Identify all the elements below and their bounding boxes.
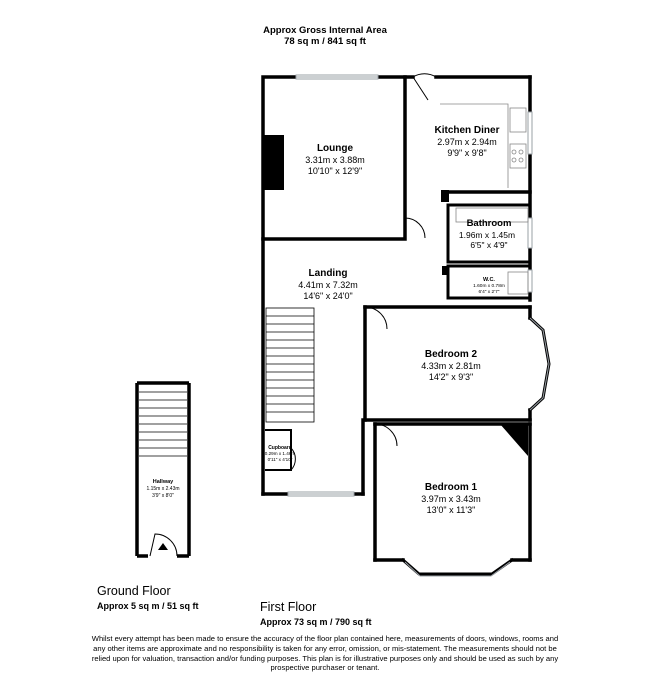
hallway-imperial: 3'9" x 8'0" — [152, 493, 174, 499]
kitchen-metric: 2.97m x 2.94m — [437, 137, 497, 147]
landing-name: Landing — [308, 268, 348, 279]
bathroom-imperial: 6'5" x 4'9" — [470, 240, 508, 250]
kitchen-name: Kitchen Diner — [434, 125, 500, 136]
ground-floor-title: Ground Floor — [97, 584, 171, 598]
ground-floor-stairs — [139, 392, 187, 456]
bedroom1-metric: 3.97m x 3.43m — [421, 494, 481, 504]
room-label-landing — [298, 268, 358, 301]
bedroom1-imperial: 13'0" x 11'3" — [426, 505, 476, 515]
disclaimer-line-2: any other items are approximate and no responsibility is taken for any error, omission, or mis-statement. The measurements should not be — [93, 643, 557, 653]
lounge-name: Lounge — [316, 143, 354, 154]
room-label-bedroom1 — [421, 482, 481, 515]
cupboard-name: Cupboard — [268, 445, 292, 451]
ground-floor-walls — [137, 383, 189, 556]
room-label-bathroom — [459, 218, 515, 250]
first-floor-stairs — [266, 308, 314, 422]
room-label-kitchen — [434, 125, 499, 158]
bedroom2-metric: 4.33m x 2.81m — [421, 361, 481, 371]
room-label-hallway — [146, 479, 179, 499]
disclaimer-line-3: relied upon for valuation, transaction and/or funding purposes. This plan is for illustrative purposes only and should be used as such by any — [91, 653, 559, 663]
bedroom1-name: Bedroom 1 — [424, 482, 478, 493]
ground-floor-area: Approx 5 sq m / 51 sq ft — [97, 601, 199, 611]
wc-metric: 1.60m x 0.78m — [473, 284, 505, 289]
entrance-arrow-icon — [158, 543, 168, 550]
lounge-imperial: 10'10" x 12'9" — [307, 166, 363, 176]
bathroom-metric: 1.96m x 1.45m — [458, 230, 516, 240]
wc-name: W.C. — [483, 277, 495, 283]
wc-imperial: 6'4" x 2'7" — [478, 290, 500, 295]
landing-imperial: 14'6" x 24'0" — [303, 291, 353, 301]
room-label-wc — [473, 277, 505, 295]
cupboard-imperial: 0'11" x 4'10" — [267, 457, 293, 462]
room-label-bedroom2 — [421, 349, 481, 382]
gross-area-label: Approx Gross Internal Area — [263, 25, 387, 36]
kitchen-imperial: 9'9" x 9'8" — [447, 148, 487, 158]
bedroom2-imperial: 14'2" x 9'3" — [428, 372, 474, 382]
hallway-name: Hallway — [152, 479, 174, 485]
lounge-chimney — [264, 135, 284, 190]
landing-metric: 4.41m x 7.32m — [298, 280, 358, 290]
hallway-metric: 1.15m x 2.43m — [146, 486, 180, 492]
bedroom2-name: Bedroom 2 — [424, 349, 478, 360]
lounge-metric: 3.31m x 3.88m — [305, 155, 365, 165]
bathroom-name: Bathroom — [466, 218, 512, 229]
cupboard-metric: 0.29m x 1.46m — [264, 451, 296, 456]
first-floor-area: Approx 73 sq m / 790 sq ft — [260, 617, 372, 627]
room-label-lounge — [305, 143, 365, 176]
disclaimer-line-4: prospective purchaser or tenant. — [270, 663, 380, 673]
disclaimer-line-1: Whilst every attempt has been made to ensure the accuracy of the floor plan contained here, measurements of doors, windows, rooms and — [91, 634, 559, 643]
first-floor-title: First Floor — [260, 600, 317, 614]
first-floor-walls — [263, 77, 549, 574]
gross-area-value: 78 sq m / 841 sq ft — [284, 36, 366, 47]
disclaimer — [20, 634, 630, 673]
room-label-cupboard — [265, 445, 296, 462]
